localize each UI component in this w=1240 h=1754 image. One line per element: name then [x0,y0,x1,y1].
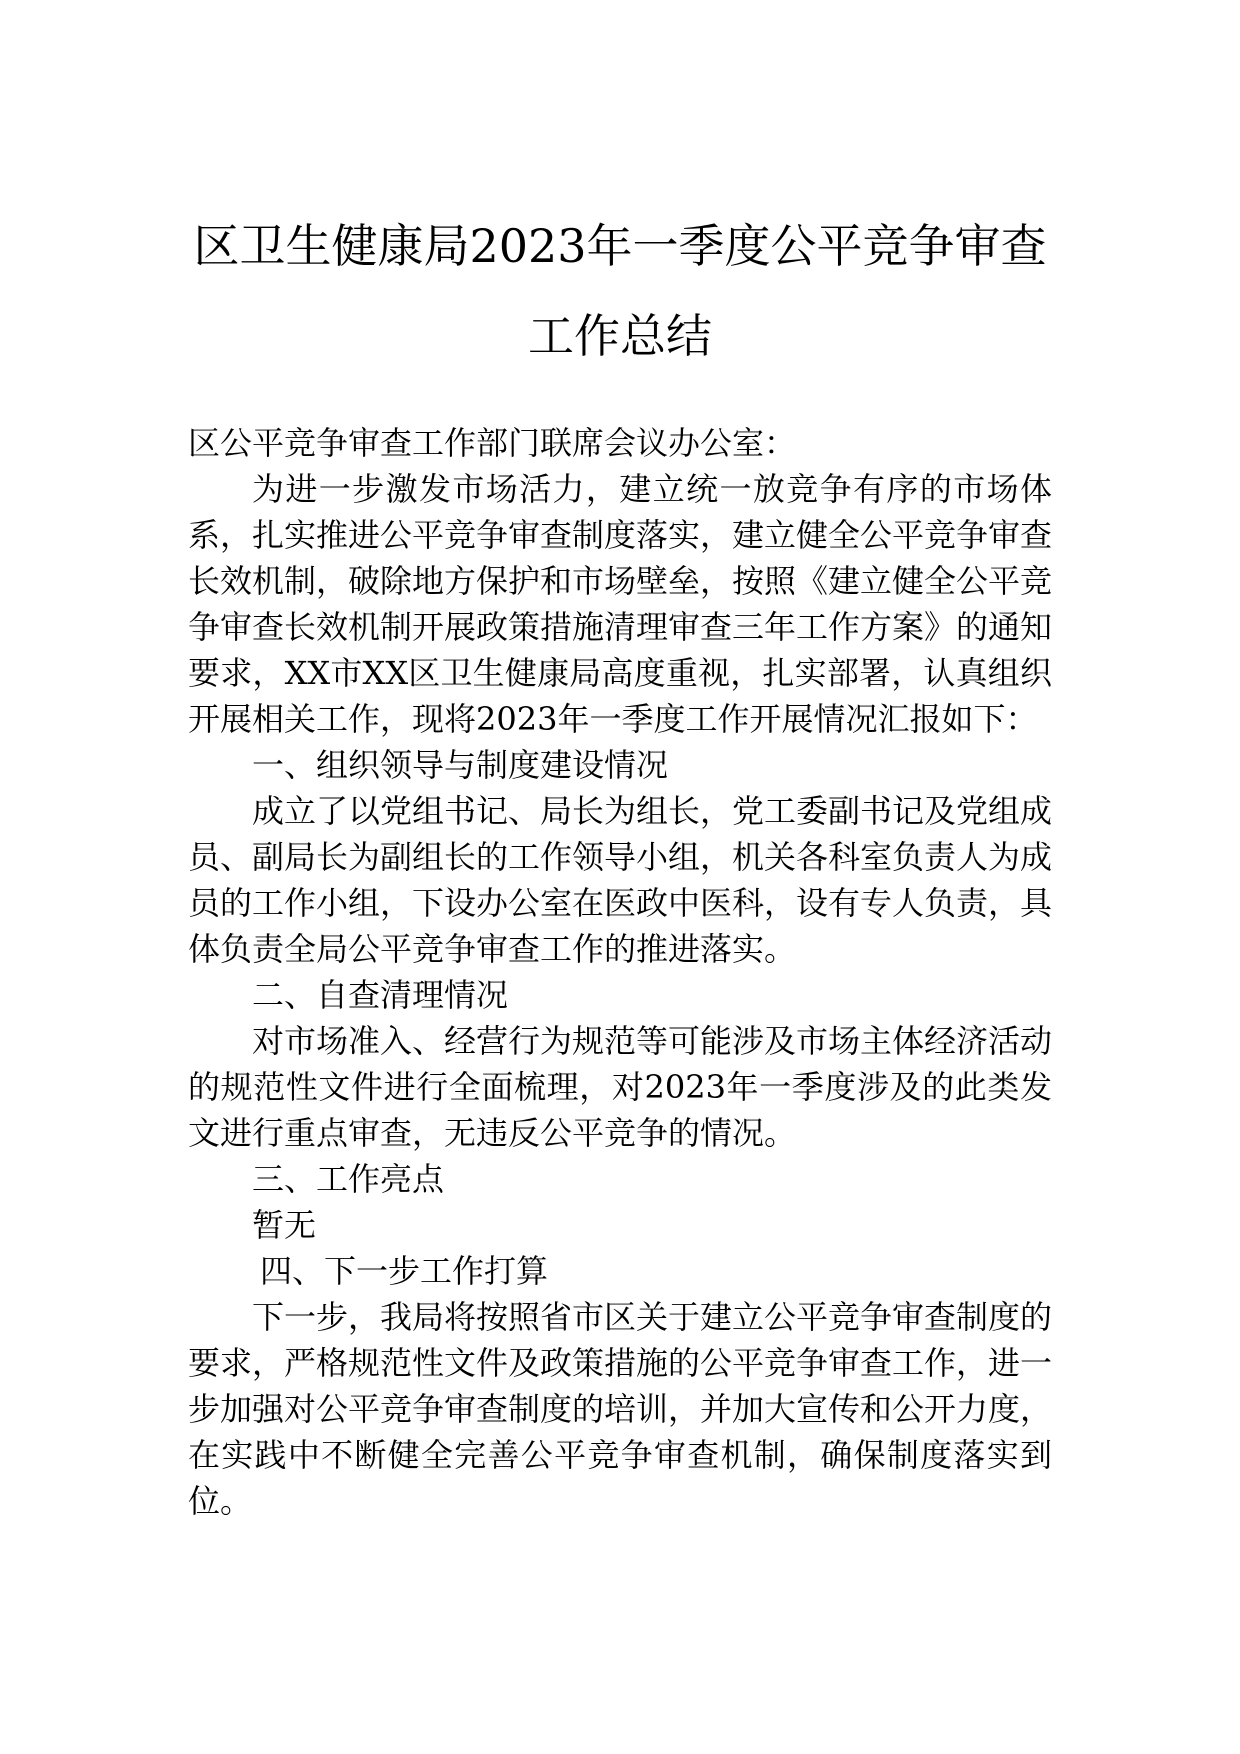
section-1-paragraph: 成立了以党组书记、局长为组长，党工委副书记及党组成员、副局长为副组长的工作领导小组，机关各科室负责人为成员的工作小组，下设办公室在医政中医科，设有专人负责，具体负责全局公平竞争审查工作的推进落实。 [188,792,1053,968]
section-4-paragraph: 下一步，我局将按照省市区关于建立公平竞争审查制度的要求，严格规范性文件及政策措施的公平竞争审查工作，进一步加强对公平竞争审查制度的培训，并加大宣传和公开力度，在实践中不断健全完善公平竞争审查机制，确保制度落实到位。 [188,1298,1053,1520]
document-title-line-1: 区卫生健康局2023年一季度公平竞争审查 [193,219,1047,273]
intro-paragraph: 为进一步激发市场活力，建立统一放竞争有序的市场体系，扎实推进公平竞争审查制度落实，建立健全公平竞争审查长效机制，破除地方保护和市场壁垒，按照《建立健全公平竞争审查长效机制开展政策措施清理审查三年工作方案》的通知要求，XX市XX区卫生健康局高度重视，扎实部署，认真组织开展相关工作，现将2023年一季度工作开展情况汇报如下： [188,470,1053,738]
section-2-heading: 二、自查清理情况 [252,976,509,1014]
section-3-paragraph: 暂无 [252,1206,317,1244]
section-3-heading: 三、工作亮点 [252,1160,445,1198]
document-title-line-2: 工作总结 [528,309,712,363]
section-4-heading: 四、下一步工作打算 [260,1252,549,1290]
salutation: 区公平竞争审查工作部门联席会议办公室： [188,424,797,462]
section-1-heading: 一、组织领导与制度建设情况 [252,746,669,784]
section-2-paragraph: 对市场准入、经营行为规范等可能涉及市场主体经济活动的规范性文件进行全面梳理，对2023年一季度涉及的此类发文进行重点审查，无违反公平竞争的情况。 [188,1022,1053,1152]
document-body [188,420,1052,1524]
